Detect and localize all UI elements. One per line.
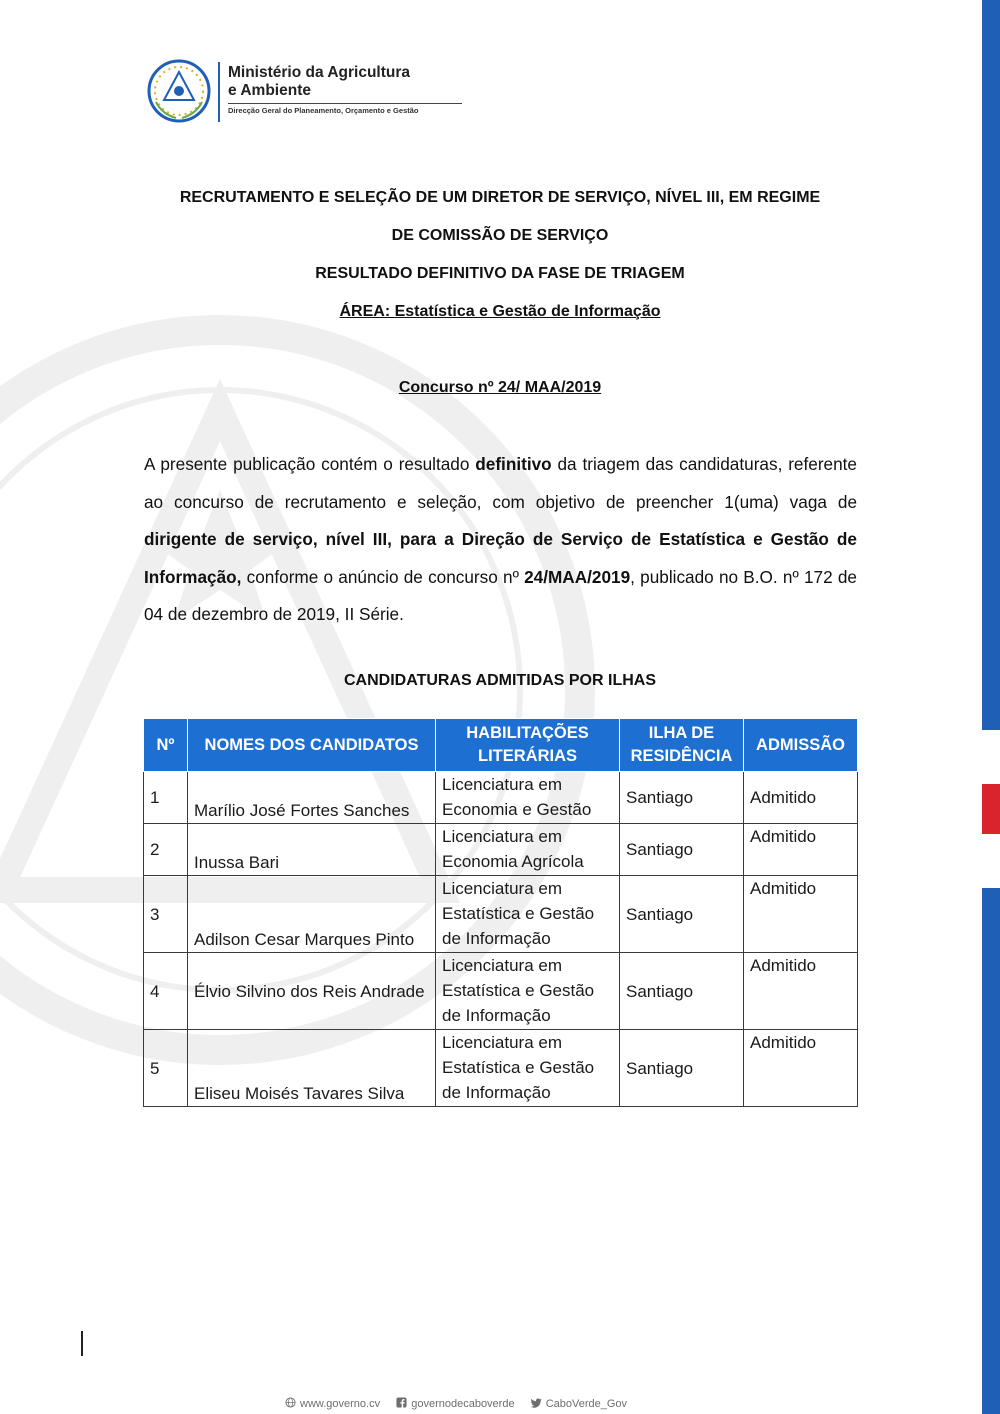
header-adm: ADMISSÃO [744, 719, 858, 772]
logo-department: Direcção Geral do Planeamento, Orçamento e Gestão [228, 106, 419, 115]
table-row [144, 1030, 858, 1107]
cell-adm: Admitido [744, 876, 858, 953]
header-hab-l2: LITERÁRIAS [478, 747, 577, 765]
cell-name: Élvio Silvino dos Reis Andrade [188, 953, 436, 1030]
blue-side-stripe-top [982, 0, 1000, 730]
header-num: Nº [144, 719, 188, 772]
cell-num: 1 [144, 772, 188, 824]
coat-of-arms-icon [146, 58, 212, 124]
blue-side-stripe-bottom [982, 888, 1000, 1414]
body-text-4: , publicado no B.O. nº 172 de 04 de dezembro de 2019, II Série. [144, 566, 857, 624]
table-row [144, 953, 858, 1030]
concurso-label: Concurso nº 24/ MAA/2019 [398, 379, 602, 396]
cell-ilha: Santiago [620, 953, 744, 1030]
header-ilha-l1: ILHA DE [648, 724, 715, 742]
header-hab-l1: HABILITAÇÕES [466, 724, 589, 742]
cell-adm: Admitido [744, 772, 858, 824]
body-text-1: A presente publicação contém o resultado [144, 454, 476, 474]
heading-line1: RECRUTAMENTO E SELEÇÃO DE UM DIRETOR DE SERVIÇO, NÍVEL III, EM REGIME [179, 189, 821, 206]
cell-adm: Admitido [744, 1030, 858, 1107]
header-ilha [620, 719, 744, 772]
cell-name: Marílio José Fortes Sanches [188, 772, 436, 824]
facebook-icon [396, 1397, 411, 1411]
cell-ilha: Santiago [620, 1030, 744, 1107]
footer-twitter[interactable]: CaboVerde_Gov [545, 1398, 628, 1410]
globe-icon [285, 1397, 300, 1411]
logo-ministry-line1: Ministério da Agricultura [228, 64, 411, 81]
body-bold-1: definitivo [475, 454, 552, 474]
twitter-icon [531, 1397, 546, 1411]
header-name: NOMES DOS CANDIDATOS [188, 719, 436, 772]
body-bold-2: dirigente de serviço, nível III, para a Direção de Serviço de Estatística e Gestão de Informação, [144, 529, 857, 587]
cell-num: 2 [144, 824, 188, 876]
logo-rule [228, 103, 462, 104]
cell-hab: Licenciatura em Estatística e Gestão de Informação [436, 1030, 620, 1107]
heading-line3: RESULTADO DEFINITIVO DA FASE DE TRIAGEM [315, 265, 685, 282]
red-side-stripe [982, 784, 1000, 834]
logo-ministry-line2: e Ambiente [228, 82, 311, 99]
table-row [144, 824, 858, 876]
table-title: CANDIDATURAS ADMITIDAS POR ILHAS [344, 672, 656, 689]
logo-text [228, 64, 462, 115]
cell-adm: Admitido [744, 824, 858, 876]
cell-hab: Licenciatura em Estatística e Gestão de Informação [436, 953, 620, 1030]
cell-num: 5 [144, 1030, 188, 1107]
cell-ilha: Santiago [620, 772, 744, 824]
header-hab [436, 719, 620, 772]
heading-area [144, 302, 856, 322]
body-text-2: da triagem das candidaturas, referente ao concurso de recrutamento e seleção, com objetivo de preencher 1(uma) vaga de [144, 454, 857, 512]
header-ilha-l2: RESIDÊNCIA [630, 747, 733, 765]
table-header-row [144, 719, 858, 772]
cell-ilha: Santiago [620, 876, 744, 953]
ministry-logo [146, 58, 446, 124]
heading-line2: DE COMISSÃO DE SERVIÇO [391, 227, 609, 244]
body-text-3: conforme o anúncio de concurso nº [241, 566, 525, 587]
cell-name: Adilson Cesar Marques Pinto [188, 876, 436, 953]
footer-website[interactable]: www.governo.cv [300, 1398, 381, 1410]
cell-name: Eliseu Moisés Tavares Silva [188, 1030, 436, 1107]
table-row [144, 876, 858, 953]
cell-hab: Licenciatura em Economia Agrícola [436, 824, 620, 876]
cell-ilha: Santiago [620, 824, 744, 876]
footer-facebook[interactable]: governodecaboverde [411, 1398, 515, 1410]
area-label: ÁREA: Estatística e Gestão de Informação [339, 303, 661, 320]
text-cursor-mark [81, 1331, 83, 1356]
logo-divider [218, 62, 220, 122]
cell-hab: Licenciatura em Estatística e Gestão de Informação [436, 876, 620, 953]
cell-num: 3 [144, 876, 188, 953]
cell-hab: Licenciatura em Economia e Gestão [436, 772, 620, 824]
cell-num: 4 [144, 953, 188, 1030]
footer [285, 1397, 627, 1411]
heading-concurso [144, 378, 856, 398]
cell-adm: Admitido [744, 953, 858, 1030]
body-paragraph [144, 446, 857, 634]
body-bold-3: 24/MAA/2019 [524, 566, 631, 587]
candidates-table [143, 718, 858, 1107]
cell-name: Inussa Bari [188, 824, 436, 876]
table-row [144, 772, 858, 824]
